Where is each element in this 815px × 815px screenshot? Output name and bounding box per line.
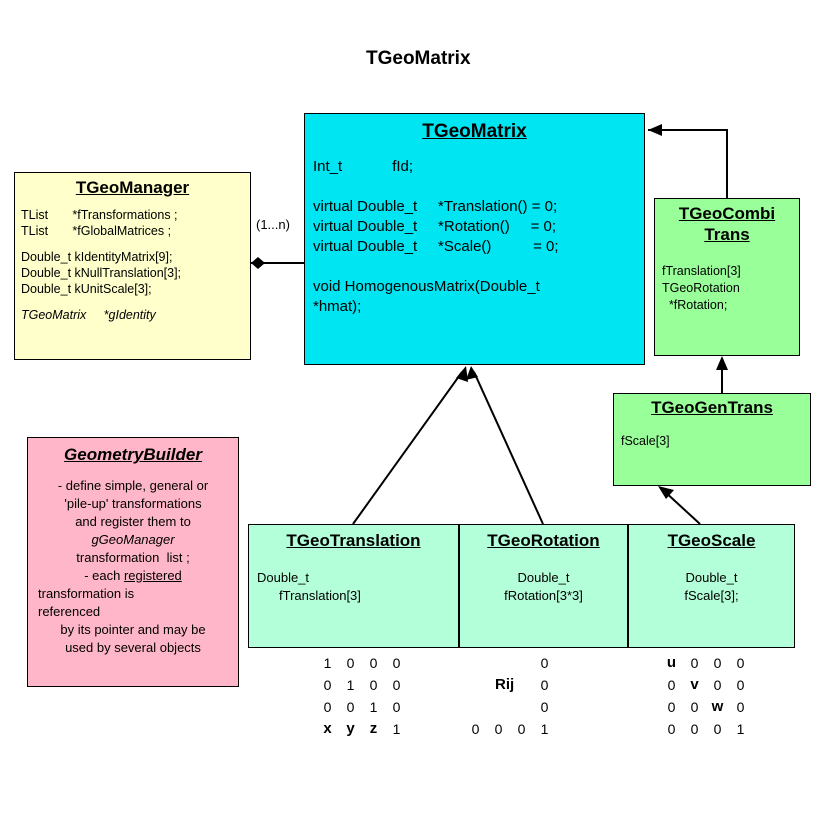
matrix-row <box>660 696 752 718</box>
matrix-cell: 0 <box>667 677 676 693</box>
matrix-cell: 0 <box>713 677 722 693</box>
builder-line-5: - each registered <box>84 568 182 583</box>
matrix-cell <box>510 652 533 674</box>
matrix-cell: 1 <box>392 721 401 737</box>
matrix-cell: u <box>666 654 677 671</box>
builder-registered-word: registered <box>123 568 182 583</box>
combitrans-title-line1: TGeoCombi <box>678 204 776 223</box>
builder-line-1: 'pile-up' transformations <box>64 496 202 511</box>
matrix-cell <box>487 652 510 674</box>
matrix-cell: 1 <box>346 677 355 693</box>
class-body-geometrybuilder <box>28 477 238 657</box>
matrix-cell <box>510 696 533 718</box>
matrix-row <box>660 652 752 674</box>
page-title: TGeoMatrix <box>366 48 471 69</box>
builder-line-8: by its pointer and may be <box>60 622 206 637</box>
matrix-row <box>464 652 556 674</box>
builder-line-7: referenced <box>38 604 101 619</box>
matrix-cell: 0 <box>540 677 549 693</box>
class-title-tgeogentrans: TGeoGenTrans <box>651 398 773 417</box>
matrix-cell: v <box>690 676 699 693</box>
matrix-cell <box>464 696 487 718</box>
matrix-row <box>316 696 408 718</box>
class-body-tgeoscale <box>629 569 794 605</box>
matrix-row <box>316 718 408 740</box>
matrix-cell: y <box>346 720 355 737</box>
matrix-row <box>464 696 556 718</box>
matrix-cell <box>464 652 487 674</box>
builder-line-2: and register them to <box>75 514 191 529</box>
tgeomatrix-line-2: virtual Double_t *Translation() = 0; <box>313 198 558 215</box>
rotation-line-1: fRotation[3*3] <box>504 588 583 603</box>
tgeomatrix-line-3: virtual Double_t *Rotation() = 0; <box>313 218 557 235</box>
matrix-cell: 0 <box>369 677 378 693</box>
class-box-tgeoscale <box>628 524 795 648</box>
tgeomatrix-line-4: virtual Double_t *Scale() = 0; <box>313 238 559 255</box>
matrix-cell: 0 <box>540 699 549 715</box>
matrix-cell: 0 <box>392 699 401 715</box>
matrix-cell <box>464 674 487 696</box>
matrix-cell: 1 <box>736 721 745 737</box>
matrix-row <box>316 674 408 696</box>
tgeomanager-spacer-2 <box>21 297 244 307</box>
class-title-tgeotranslation: TGeoTranslation <box>286 531 421 550</box>
tgeomanager-line-0: TList *fTransformations ; <box>21 208 178 222</box>
matrix-cell <box>487 696 510 718</box>
matrix-cell: 0 <box>690 721 699 737</box>
class-body-tgeogentrans <box>614 434 810 448</box>
matrix-cell: 0 <box>392 655 401 671</box>
matrix-rotation-rij-label: Rij <box>495 676 515 693</box>
class-title-tgeomatrix: TGeoMatrix <box>422 121 527 142</box>
class-box-tgeorotation <box>459 524 628 648</box>
rotation-line-0: Double_t <box>517 570 570 585</box>
tgeomatrix-line-7: *hmat); <box>313 298 362 315</box>
matrix-row <box>660 674 752 696</box>
tgeomatrix-line-5 <box>313 257 636 277</box>
class-box-tgeomatrix <box>304 113 645 365</box>
tgeomanager-line-1: TList *fGlobalMatrices ; <box>21 224 172 238</box>
matrix-cell: 0 <box>736 699 745 715</box>
tgeomanager-line-4: Double_t kNullTranslation[3]; <box>21 266 182 280</box>
class-title-tgeoscale: TGeoScale <box>667 531 756 550</box>
class-title-tgeocombitrans <box>655 203 799 245</box>
matrix-cell: 0 <box>690 655 699 671</box>
matrix-cell: 0 <box>713 655 722 671</box>
matrix-cell: 0 <box>346 655 355 671</box>
class-title-tgeorotation: TGeoRotation <box>487 531 600 550</box>
class-box-tgeocombitrans <box>654 198 800 356</box>
matrix-cell: w <box>711 698 724 715</box>
translation-line-0: Double_t <box>257 570 310 585</box>
builder-line-9: used by several objects <box>65 640 201 655</box>
class-body-tgeorotation <box>460 569 627 605</box>
matrix-row <box>316 652 408 674</box>
class-title-geometrybuilder: GeometryBuilder <box>64 445 202 464</box>
matrix-cell: x <box>323 720 332 737</box>
matrix-cell: 0 <box>713 721 722 737</box>
class-body-tgeomanager <box>15 207 250 323</box>
builder-line-4: transformation list ; <box>76 550 190 565</box>
matrix-cell: 0 <box>736 677 745 693</box>
class-body-tgeomatrix <box>305 157 644 317</box>
class-body-tgeocombitrans <box>655 263 799 314</box>
scale-line-0: Double_t <box>685 570 738 585</box>
matrix-cell: 1 <box>369 699 378 715</box>
tgeomanager-line-3: Double_t kIdentityMatrix[9]; <box>21 250 173 264</box>
matrix-cell: 0 <box>392 677 401 693</box>
matrix-cell: 0 <box>690 699 699 715</box>
combitrans-line-0: fTranslation[3] <box>662 264 741 278</box>
class-title-tgeomanager: TGeoManager <box>75 178 190 197</box>
class-box-geometrybuilder <box>27 437 239 687</box>
class-box-tgeogentrans <box>613 393 811 486</box>
matrix-cell: 0 <box>346 699 355 715</box>
class-body-tgeotranslation <box>249 569 458 605</box>
matrix-cell: 0 <box>667 699 676 715</box>
matrix-scale <box>660 652 752 740</box>
builder-line-3: gGeoManager <box>91 532 175 547</box>
scale-line-1: fScale[3]; <box>684 588 739 603</box>
matrix-cell: 1 <box>323 655 332 671</box>
matrix-row <box>660 718 752 740</box>
matrix-cell: 0 <box>540 655 549 671</box>
tgeomatrix-line-6: void HomogenousMatrix(Double_t <box>313 278 540 295</box>
combitrans-line-1: TGeoRotation <box>662 281 740 295</box>
builder-line-6: transformation is <box>38 586 135 601</box>
matrix-cell: z <box>369 720 378 737</box>
tgeomanager-spacer-1 <box>21 239 244 249</box>
builder-line-0: - define simple, general or <box>57 478 209 493</box>
translation-line-1: fTranslation[3] <box>279 588 361 603</box>
matrix-cell: 0 <box>667 721 676 737</box>
class-box-tgeomanager <box>14 172 251 360</box>
combitrans-title-line2: Trans <box>704 225 750 244</box>
matrix-cell: 0 <box>494 721 503 737</box>
class-box-tgeotranslation <box>248 524 459 648</box>
tgeomanager-line-5: Double_t kUnitScale[3]; <box>21 282 152 296</box>
matrix-cell: 1 <box>540 721 549 737</box>
matrix-cell: 0 <box>323 699 332 715</box>
gentrans-line-0: fScale[3] <box>621 434 670 448</box>
matrix-cell: 0 <box>471 721 480 737</box>
tgeomatrix-line-0: Int_t fId; <box>313 158 414 175</box>
matrix-row <box>464 718 556 740</box>
matrix-cell: 0 <box>323 677 332 693</box>
tgeomatrix-line-1 <box>313 177 636 197</box>
matrix-cell: 0 <box>517 721 526 737</box>
matrix-cell: 0 <box>736 655 745 671</box>
matrix-cell: 0 <box>369 655 378 671</box>
multiplicity-label: (1...n) <box>256 217 290 232</box>
combitrans-line-2: *fRotation; <box>662 298 728 312</box>
matrix-translation <box>316 652 408 740</box>
tgeomanager-line-7: TGeoMatrix *gIdentity <box>21 308 156 322</box>
matrix-rotation <box>464 652 556 740</box>
